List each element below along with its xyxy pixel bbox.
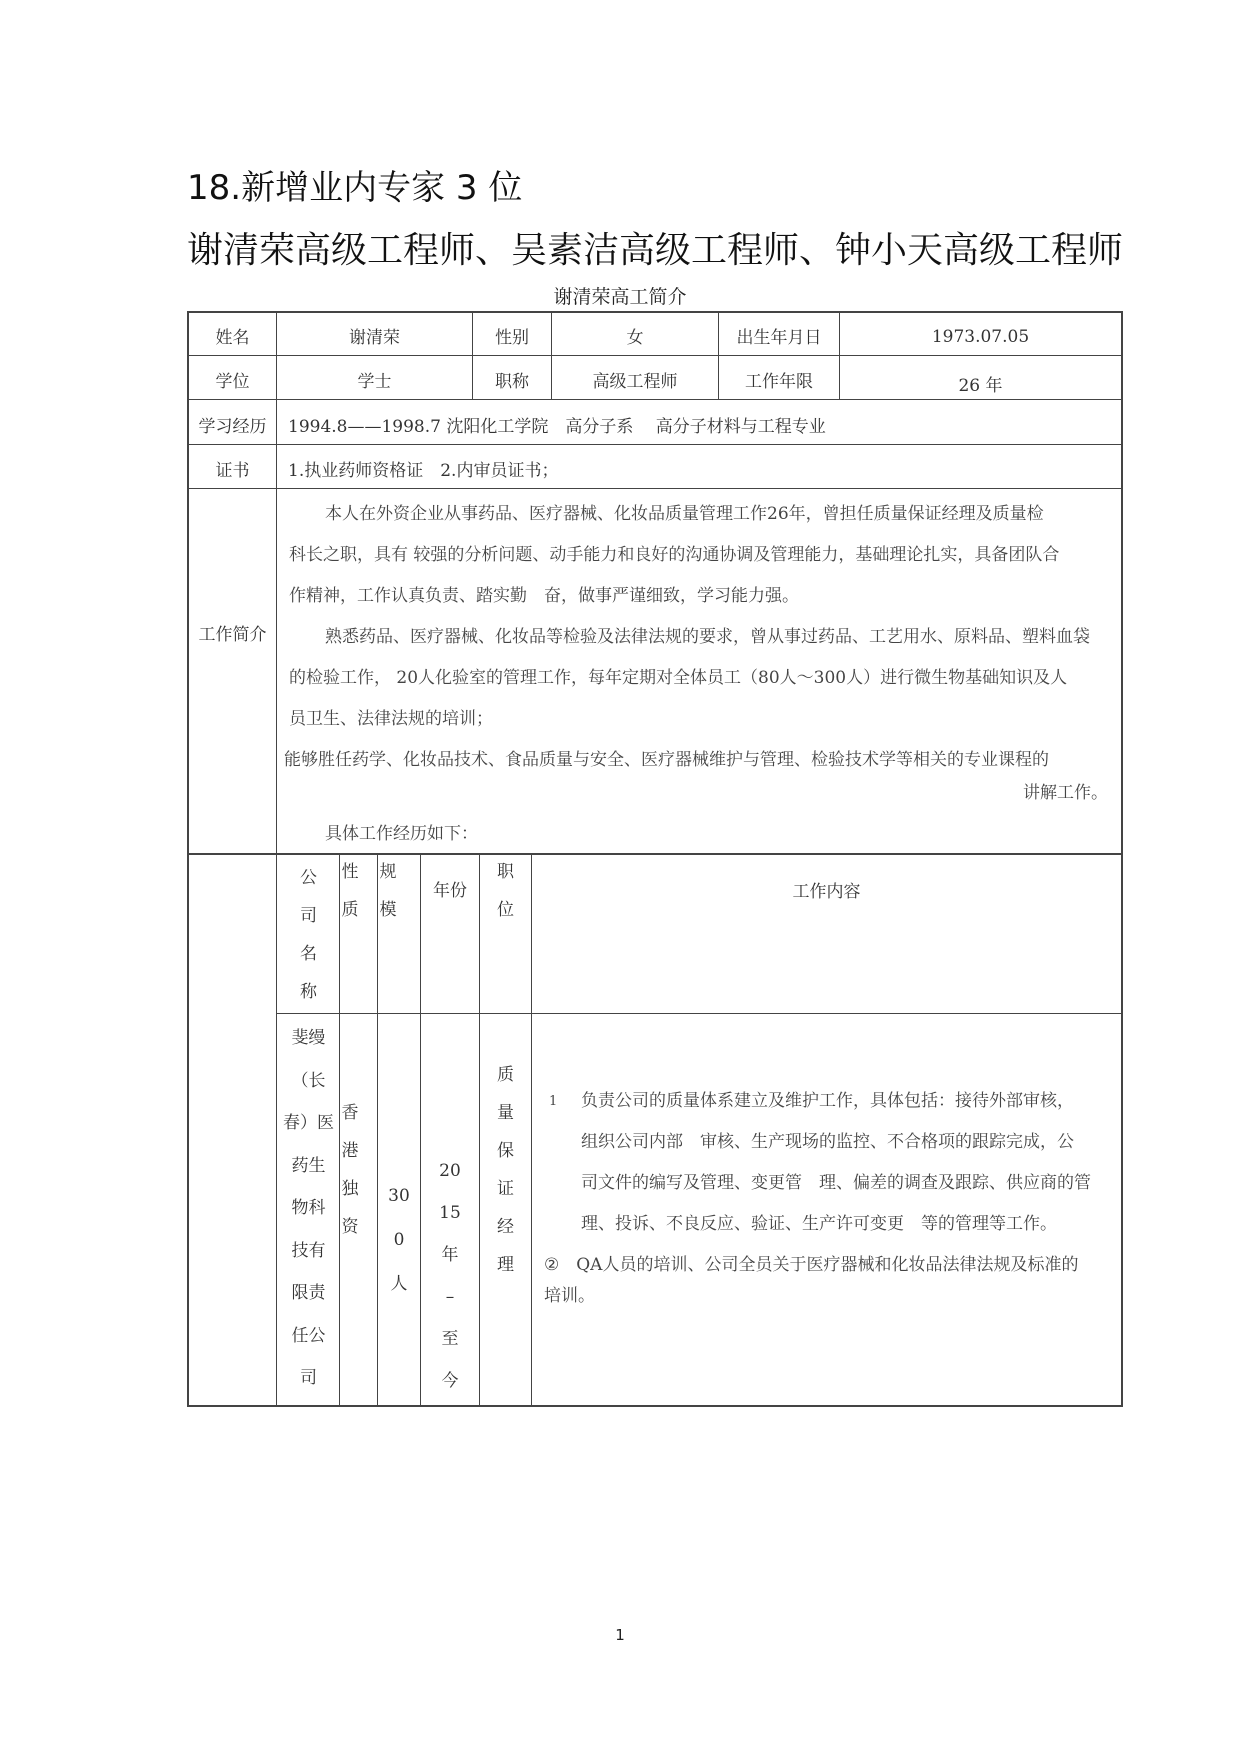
experts-heading: 谢清荣高级工程师、吴素洁高级工程师、钟小天高级工程师 xyxy=(187,230,1124,271)
gender-value: 女 xyxy=(626,328,644,348)
duty-item-number: 1 xyxy=(549,1094,558,1109)
employment-period: 20 15 年 – 至 今 xyxy=(439,1161,461,1391)
summary-line: 科长之职，具有 较强的分析问题、动手能力和良好的沟通协调及管理能力，基础理论扎实，具备团队合 xyxy=(289,545,1060,565)
gender-label: 性别 xyxy=(495,328,529,348)
birth-value: 1973.07.05 xyxy=(931,327,1030,347)
degree-label: 学位 xyxy=(215,372,250,392)
page-number: 1 xyxy=(615,1626,625,1644)
summary-line: 能够胜任药学、化妆品技术、食品质量与安全、医疗器械维护与管理、检验技术学等相关的专业课程的 xyxy=(284,750,1049,770)
summary-line: 员卫生、法律法规的培训； xyxy=(289,709,493,729)
summary-line: 本人在外资企业从事药品、医疗器械、化妆品质量管理工作26年，曾担任质量保证经理及质量检 xyxy=(325,504,1044,524)
years-value: 26 年 xyxy=(958,376,1003,396)
summary-label: 工作简介 xyxy=(198,625,267,645)
certificate-value: 1.执业药师资格证 2.内审员证书； xyxy=(288,461,559,481)
duty-line: 司文件的编写及管理、变更管 理、偏差的调查及跟踪、供应商的管 xyxy=(581,1173,1091,1193)
name-label: 姓名 xyxy=(215,328,250,348)
table-caption: 谢清荣高工简介 xyxy=(553,286,687,308)
certificate-label: 证书 xyxy=(215,461,250,481)
duty-line: ② QA人员的培训、公司全员关于医疗器械和化妆品法律法规及标准的 xyxy=(544,1255,1079,1275)
summary-line: 作精神，工作认真负责、踏实勤 奋，做事严谨细致，学习能力强。 xyxy=(289,586,799,606)
name-value: 谢清荣 xyxy=(349,328,400,348)
duty-line: 组织公司内部 审核、生产现场的监控、不合格项的跟踪完成，公 xyxy=(581,1132,1074,1152)
company-nature: 香 港 独 资 xyxy=(341,1103,359,1237)
summary-line: 讲解工作。 xyxy=(1023,783,1108,803)
title-value: 高级工程师 xyxy=(592,372,678,392)
section-heading: 18.新增业内专家 3 位 xyxy=(187,168,523,208)
company-scale: 30 0 人 xyxy=(388,1186,410,1294)
header-content: 工作内容 xyxy=(792,882,861,902)
header-company: 公 司 名 称 xyxy=(300,868,317,1002)
job-position: 质 量 保 证 经 理 xyxy=(497,1065,514,1275)
summary-line: 具体工作经历如下： xyxy=(325,824,478,844)
header-year: 年份 xyxy=(433,881,467,901)
education-label: 学习经历 xyxy=(198,417,267,437)
birth-label: 出生年月日 xyxy=(736,328,822,348)
title-label: 职称 xyxy=(495,372,529,392)
degree-value: 学士 xyxy=(357,372,392,392)
duty-line: 理、投诉、不良反应、验证、生产许可变更 等的管理等工作。 xyxy=(581,1214,1057,1234)
header-position: 职 位 xyxy=(497,862,514,920)
header-scale: 规 模 xyxy=(379,862,397,920)
years-label: 工作年限 xyxy=(745,372,813,392)
education-value: 1994.8——1998.7 沈阳化工学院 高分子系 高分子材料与工程专业 xyxy=(288,417,826,437)
company-name: 斐缦 （长 春）医 药生 物科 技有 限责 任公 司 xyxy=(283,1028,334,1388)
summary-line: 熟悉药品、医疗器械、化妆品等检验及法律法规的要求，曾从事过药品、工艺用水、原料品、塑料血袋 xyxy=(325,627,1090,647)
duty-line: 培训。 xyxy=(544,1286,595,1306)
summary-line: 的检验工作， 20人化验室的管理工作，每年定期对全体员工（80人～300人）进行微生物基础知识及人 xyxy=(289,668,1068,688)
duty-line: 负责公司的质量体系建立及维护工作，具体包括：接待外部审核， xyxy=(581,1091,1074,1111)
header-nature: 性 质 xyxy=(341,862,359,920)
